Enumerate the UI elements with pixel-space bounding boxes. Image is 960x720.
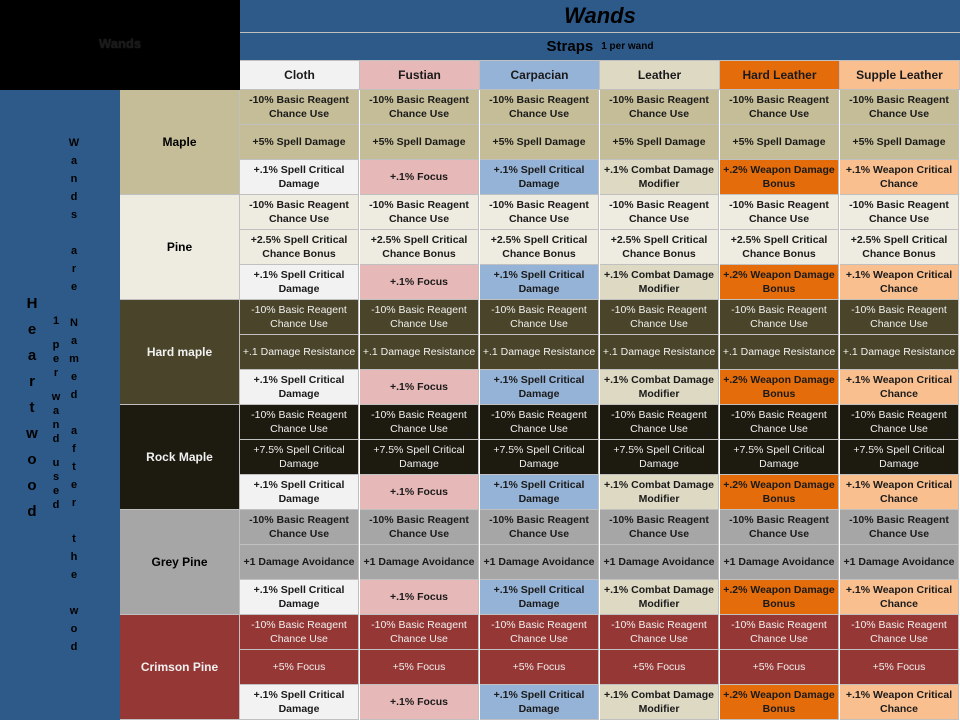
wood-bonus-cell: +5% Spell Damage <box>720 125 839 160</box>
wood-bonus-cell: -10% Basic Reagent Chance Use <box>480 510 599 545</box>
strap-bonus-cell: +.1% Weapon Critical Chance <box>840 580 959 615</box>
wood-bonus-cell: -10% Basic Reagent Chance Use <box>840 300 959 335</box>
wood-bonus-cell: +5% Focus <box>360 650 479 685</box>
wood-bonus-cell: +.1 Damage Resistance <box>600 335 719 370</box>
per-note-letter: 1 <box>52 315 60 327</box>
straps-header <box>240 33 960 61</box>
column-header-supple-leather: Supple Leather <box>840 61 960 90</box>
wood-bonus-cell: -10% Basic Reagent Chance Use <box>240 405 359 440</box>
corner-cell <box>0 0 240 90</box>
wood-bonus-cell: -10% Basic Reagent Chance Use <box>840 405 959 440</box>
wood-bonus-cell: +5% Spell Damage <box>480 125 599 160</box>
wood-bonus-cell: -10% Basic Reagent Chance Use <box>720 510 839 545</box>
strap-bonus-cell: +.1% Focus <box>360 475 479 510</box>
per-note-letter: n <box>52 419 60 431</box>
strap-bonus-cell: +.1% Weapon Critical Chance <box>840 265 959 300</box>
wood-bonus-cell: +7.5% Spell Critical Damage <box>840 440 959 475</box>
wood-bonus-cell: +5% Spell Damage <box>600 125 719 160</box>
per-note-letter: s <box>52 471 60 483</box>
strap-bonus-cell: +.1% Combat Damage Modifier <box>600 475 719 510</box>
wood-bonus-cell: +.1 Damage Resistance <box>240 335 359 370</box>
wood-bonus-cell: -10% Basic Reagent Chance Use <box>720 300 839 335</box>
strap-bonus-cell: +.1% Spell Critical Damage <box>480 370 599 405</box>
per-note-letter: r <box>53 367 59 379</box>
wood-bonus-cell: +5% Spell Damage <box>840 125 959 160</box>
strap-bonus-cell: +.1% Focus <box>360 685 479 720</box>
wands-note-letter: a <box>70 245 78 257</box>
strap-bonus-cell: +.1% Focus <box>360 160 479 195</box>
wood-bonus-cell: -10% Basic Reagent Chance Use <box>240 195 359 230</box>
wood-bonus-cell: -10% Basic Reagent Chance Use <box>600 510 719 545</box>
strap-bonus-cell: +.1% Spell Critical Damage <box>240 370 359 405</box>
wands-note-letter: r <box>71 263 77 275</box>
wood-bonus-cell: +2.5% Spell Critical Chance Bonus <box>840 230 959 265</box>
wands-note-letter: a <box>70 425 78 437</box>
wood-bonus-cell: -10% Basic Reagent Chance Use <box>840 195 959 230</box>
strap-bonus-cell: +.1% Combat Damage Modifier <box>600 370 719 405</box>
wood-bonus-cell: -10% Basic Reagent Chance Use <box>480 405 599 440</box>
wands-note-letter: a <box>70 155 78 167</box>
column-header-leather: Leather <box>600 61 720 90</box>
wood-bonus-cell: -10% Basic Reagent Chance Use <box>600 615 719 650</box>
wood-bonus-cell: +5% Focus <box>240 650 359 685</box>
heartwood-letter: r <box>29 373 35 390</box>
strap-bonus-cell: +.1% Combat Damage Modifier <box>600 580 719 615</box>
heartwood-letter: e <box>27 321 37 338</box>
column-header-fustian: Fustian <box>360 61 480 90</box>
heartwood-letter: d <box>27 503 37 520</box>
heartwood-letter: w <box>26 425 38 442</box>
wood-bonus-cell: +1 Damage Avoidance <box>480 545 599 580</box>
per-note-letter: u <box>52 457 60 469</box>
wood-bonus-cell: +5% Focus <box>720 650 839 685</box>
per-note-letter: a <box>52 405 60 417</box>
wood-bonus-cell: +2.5% Spell Critical Chance Bonus <box>240 230 359 265</box>
wands-note-letter: s <box>70 209 78 221</box>
strap-bonus-cell: +.1% Spell Critical Damage <box>240 265 359 300</box>
wood-bonus-cell: +7.5% Spell Critical Damage <box>720 440 839 475</box>
column-header-hard-leather: Hard Leather <box>720 61 840 90</box>
strap-bonus-cell: +.1% Spell Critical Damage <box>240 580 359 615</box>
wood-bonus-cell: -10% Basic Reagent Chance Use <box>600 300 719 335</box>
strap-bonus-cell: +.1% Weapon Critical Chance <box>840 160 959 195</box>
wood-bonus-cell: +5% Spell Damage <box>240 125 359 160</box>
wands-note-letter: m <box>69 353 79 365</box>
heartwood-letter: o <box>27 451 37 468</box>
strap-bonus-cell: +.2% Weapon Damage Bonus <box>720 370 839 405</box>
wood-bonus-cell: -10% Basic Reagent Chance Use <box>480 615 599 650</box>
strap-bonus-cell: +.1% Combat Damage Modifier <box>600 160 719 195</box>
wood-name-rock-maple: Rock Maple <box>120 405 240 510</box>
strap-bonus-cell: +.1% Combat Damage Modifier <box>600 685 719 720</box>
wands-note-letter: r <box>71 497 77 509</box>
wands-note-letter: t <box>72 461 76 473</box>
wands-note-letter: a <box>70 335 78 347</box>
wood-bonus-cell: -10% Basic Reagent Chance Use <box>600 90 719 125</box>
column-header-carpacian: Carpacian <box>480 61 600 90</box>
wood-bonus-cell: +5% Focus <box>600 650 719 685</box>
column-header-cloth: Cloth <box>240 61 360 90</box>
wood-bonus-cell: -10% Basic Reagent Chance Use <box>720 615 839 650</box>
wood-name-crimson-pine: Crimson Pine <box>120 615 240 720</box>
wands-note-letter: d <box>70 641 78 653</box>
per-note-letter: e <box>52 353 60 365</box>
wood-bonus-cell: +1 Damage Avoidance <box>240 545 359 580</box>
strap-bonus-cell: +.1% Spell Critical Damage <box>240 160 359 195</box>
wands-note-letter: e <box>70 479 78 491</box>
strap-bonus-cell: +.1% Combat Damage Modifier <box>600 265 719 300</box>
heartwood-side-bar <box>0 90 120 720</box>
wood-bonus-cell: +2.5% Spell Critical Chance Bonus <box>360 230 479 265</box>
wood-bonus-cell: +7.5% Spell Critical Damage <box>480 440 599 475</box>
wood-bonus-cell: -10% Basic Reagent Chance Use <box>720 195 839 230</box>
sheet-title: Wands <box>240 0 960 33</box>
wood-bonus-cell: +1 Damage Avoidance <box>360 545 479 580</box>
heartwood-letter: o <box>27 477 37 494</box>
wood-bonus-cell: -10% Basic Reagent Chance Use <box>480 90 599 125</box>
strap-bonus-cell: +.2% Weapon Damage Bonus <box>720 580 839 615</box>
wands-note-letter: w <box>69 605 79 617</box>
strap-bonus-cell: +.1% Focus <box>360 580 479 615</box>
wood-bonus-cell: +7.5% Spell Critical Damage <box>600 440 719 475</box>
corner-label: Wands <box>98 36 142 51</box>
wood-bonus-cell: +2.5% Spell Critical Chance Bonus <box>480 230 599 265</box>
strap-bonus-cell: +.1% Weapon Critical Chance <box>840 370 959 405</box>
wands-note-letter: e <box>70 569 78 581</box>
strap-bonus-cell: +.2% Weapon Damage Bonus <box>720 160 839 195</box>
strap-bonus-cell: +.1% Spell Critical Damage <box>240 475 359 510</box>
strap-bonus-cell: +.1% Spell Critical Damage <box>240 685 359 720</box>
wood-bonus-cell: -10% Basic Reagent Chance Use <box>840 510 959 545</box>
strap-bonus-cell: +.2% Weapon Damage Bonus <box>720 475 839 510</box>
wood-bonus-cell: -10% Basic Reagent Chance Use <box>480 300 599 335</box>
wood-name-pine: Pine <box>120 195 240 300</box>
wands-note-letter: d <box>70 191 78 203</box>
wood-bonus-cell: +5% Spell Damage <box>360 125 479 160</box>
wands-note-letter: n <box>70 173 78 185</box>
heartwood-letter: a <box>27 347 37 364</box>
wood-bonus-cell: -10% Basic Reagent Chance Use <box>720 405 839 440</box>
strap-bonus-cell: +.2% Weapon Damage Bonus <box>720 685 839 720</box>
wood-bonus-cell: -10% Basic Reagent Chance Use <box>360 90 479 125</box>
wood-name-maple: Maple <box>120 90 240 195</box>
wood-bonus-cell: +2.5% Spell Critical Chance Bonus <box>600 230 719 265</box>
wood-bonus-cell: -10% Basic Reagent Chance Use <box>240 615 359 650</box>
wood-bonus-cell: -10% Basic Reagent Chance Use <box>480 195 599 230</box>
strap-bonus-cell: +.1% Spell Critical Damage <box>480 265 599 300</box>
wands-note-letter: t <box>72 533 76 545</box>
wands-note-letter: d <box>70 389 78 401</box>
heartwood-letter: H <box>26 295 38 312</box>
wood-bonus-cell: -10% Basic Reagent Chance Use <box>600 405 719 440</box>
wood-bonus-cell: +.1 Damage Resistance <box>480 335 599 370</box>
wood-bonus-cell: +2.5% Spell Critical Chance Bonus <box>720 230 839 265</box>
wood-bonus-cell: -10% Basic Reagent Chance Use <box>720 90 839 125</box>
wood-bonus-cell: +5% Focus <box>480 650 599 685</box>
strap-bonus-cell: +.1% Spell Critical Damage <box>480 160 599 195</box>
strap-bonus-cell: +.1% Focus <box>360 265 479 300</box>
wood-bonus-cell: -10% Basic Reagent Chance Use <box>360 195 479 230</box>
wands-note-letter: e <box>70 281 78 293</box>
wands-note-letter: h <box>70 551 78 563</box>
wood-bonus-cell: -10% Basic Reagent Chance Use <box>360 510 479 545</box>
strap-bonus-cell: +.1% Spell Critical Damage <box>480 685 599 720</box>
heartwood-letter: t <box>29 399 35 416</box>
straps-note: 1 per wand <box>601 41 654 52</box>
wood-bonus-cell: +1 Damage Avoidance <box>720 545 839 580</box>
wood-bonus-cell: +.1 Damage Resistance <box>720 335 839 370</box>
wands-note-letter: N <box>70 317 78 329</box>
strap-bonus-cell: +.2% Weapon Damage Bonus <box>720 265 839 300</box>
wands-note-letter: W <box>68 137 80 149</box>
strap-bonus-cell: +.1% Weapon Critical Chance <box>840 475 959 510</box>
wood-bonus-cell: -10% Basic Reagent Chance Use <box>840 90 959 125</box>
strap-bonus-cell: +.1% Focus <box>360 370 479 405</box>
strap-bonus-cell: +.1% Weapon Critical Chance <box>840 685 959 720</box>
per-note-letter: w <box>51 391 61 403</box>
wood-name-grey-pine: Grey Pine <box>120 510 240 615</box>
per-note-letter: e <box>52 485 60 497</box>
wands-note-letter: o <box>70 623 78 635</box>
strap-bonus-cell: +.1% Spell Critical Damage <box>480 475 599 510</box>
wood-bonus-cell: -10% Basic Reagent Chance Use <box>360 300 479 335</box>
wood-bonus-cell: -10% Basic Reagent Chance Use <box>840 615 959 650</box>
wood-bonus-cell: +5% Focus <box>840 650 959 685</box>
strap-bonus-cell: +.1% Spell Critical Damage <box>480 580 599 615</box>
wood-bonus-cell: +7.5% Spell Critical Damage <box>240 440 359 475</box>
wood-bonus-cell: -10% Basic Reagent Chance Use <box>240 90 359 125</box>
straps-label: Straps <box>546 38 594 55</box>
wood-bonus-cell: +1 Damage Avoidance <box>600 545 719 580</box>
wood-bonus-cell: +1 Damage Avoidance <box>840 545 959 580</box>
wands-note-letter: e <box>70 371 78 383</box>
per-note-letter: d <box>52 433 60 445</box>
wood-bonus-cell: -10% Basic Reagent Chance Use <box>240 300 359 335</box>
per-note-letter: d <box>52 499 60 511</box>
wood-bonus-cell: -10% Basic Reagent Chance Use <box>240 510 359 545</box>
per-note-letter: p <box>52 339 60 351</box>
wands-note-letter: f <box>72 443 76 455</box>
wood-bonus-cell: -10% Basic Reagent Chance Use <box>600 195 719 230</box>
wood-bonus-cell: +.1 Damage Resistance <box>840 335 959 370</box>
wood-name-hard-maple: Hard maple <box>120 300 240 405</box>
wood-bonus-cell: +.1 Damage Resistance <box>360 335 479 370</box>
wood-bonus-cell: -10% Basic Reagent Chance Use <box>360 405 479 440</box>
wood-bonus-cell: +7.5% Spell Critical Damage <box>360 440 479 475</box>
wood-bonus-cell: -10% Basic Reagent Chance Use <box>360 615 479 650</box>
